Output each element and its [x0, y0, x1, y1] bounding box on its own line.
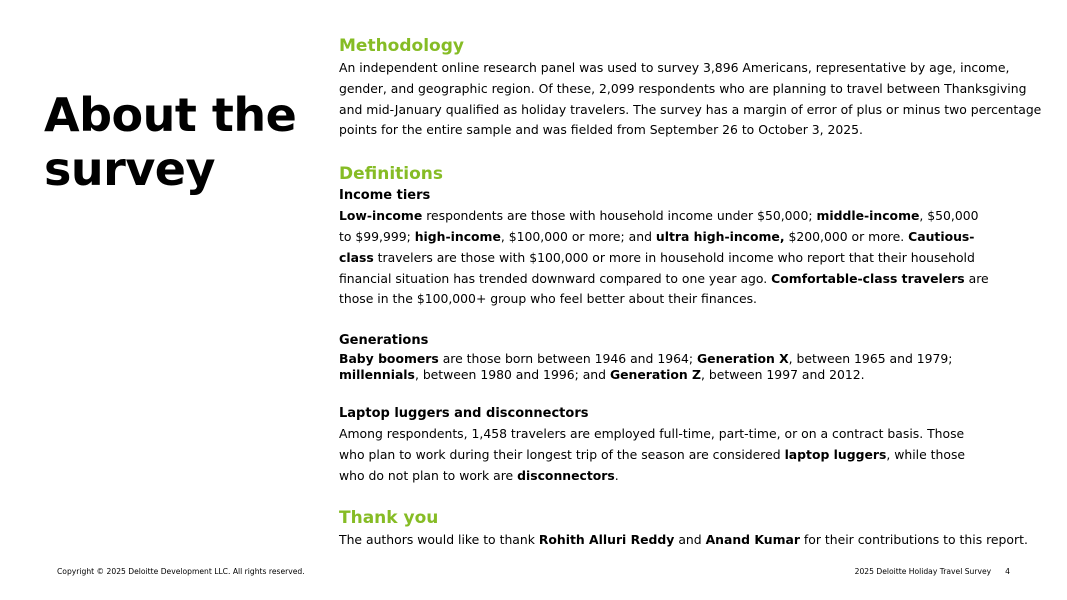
- emphasized-term: Generation Z: [609, 367, 702, 383]
- text-run: travelers are those with $100,000 or more in household income who report that their household financial situation has trended downward compared to one year ago.: [339, 249, 975, 286]
- copyright-notice: Copyright © 2025 Deloitte Development LLC. All rights reserved.: [57, 567, 305, 576]
- text-run: $200,000 or more.: [784, 228, 909, 244]
- text-run: Among respondents, 1,458 travelers are employed full-time, part-time, or on a contract basis. Those who plan to work during their longest trip of the season are considered: [339, 426, 965, 462]
- text-run: , $50,000 to $99,999;: [339, 208, 979, 244]
- page-number: 4: [1005, 567, 1010, 576]
- text-run: and: [674, 531, 706, 547]
- emphasized-term: Comfortable-class travelers: [771, 270, 965, 286]
- text-run: are those born between 1946 and 1964;: [438, 351, 697, 367]
- emphasized-term: Cautious-class: [339, 228, 975, 265]
- methodology-heading: Methodology: [339, 36, 464, 56]
- emphasized-term: Baby boomers: [339, 351, 439, 367]
- text-run: for their contributions to this report.: [799, 531, 1028, 547]
- income-tiers-heading: Income tiers: [339, 188, 431, 204]
- survey-content: [339, 34, 1044, 550]
- footer-right: [855, 567, 1010, 577]
- text-run: , between 1965 and 1979;: [788, 351, 953, 367]
- laptop-luggers-text: [339, 424, 989, 486]
- generations-heading: Generations: [339, 333, 429, 349]
- text-run: The authors would like to thank: [339, 531, 539, 547]
- thank-you-text: [339, 530, 1044, 551]
- text-run: , while those who do not plan to work are: [339, 446, 966, 483]
- emphasized-term: ultra high-income,: [655, 228, 785, 244]
- income-tiers-text: [339, 206, 989, 310]
- emphasized-term: laptop luggers: [784, 446, 887, 462]
- emphasized-term: Anand Kumar: [705, 531, 800, 547]
- emphasized-term: disconnectors: [517, 467, 615, 483]
- text-run: .: [614, 467, 619, 483]
- definitions-heading: Definitions: [339, 164, 444, 185]
- thank-you-heading: Thank you: [339, 507, 439, 528]
- text-run: are those in the $100,000+ group who feel better about their finances.: [339, 270, 989, 307]
- report-name: 2025 Deloitte Holiday Travel Survey: [854, 567, 992, 576]
- laptop-luggers-heading: Laptop luggers and disconnectors: [339, 406, 589, 422]
- emphasized-term: middle-income: [816, 208, 920, 224]
- emphasized-term: Rohith Alluri Reddy: [538, 531, 675, 547]
- generations-text: [339, 351, 979, 383]
- text-run: , between 1980 and 1996; and: [414, 367, 610, 383]
- emphasized-term: Low-income: [339, 208, 423, 224]
- text-run: , between 1997 and 2012.: [701, 367, 865, 383]
- methodology-text: An independent online research panel was used to survey 3,896 Americans, representative by age, income, gender, and geographic region. Of these, 2,099 respondents who are planning to travel between Thanksgiving and mid-January qualified as holiday travelers. The survey has a margin of error of plus or minus two percentage points for the entire sample and was fielded from September 26 to October 3, 2025.: [339, 60, 1042, 138]
- page-title: About the survey: [44, 88, 297, 196]
- emphasized-term: millennials: [339, 367, 415, 383]
- emphasized-term: Generation X: [697, 351, 789, 367]
- text-run: respondents are those with household income under $50,000;: [422, 208, 817, 224]
- text-run: , $100,000 or more; and: [500, 228, 656, 244]
- emphasized-term: high-income: [414, 228, 501, 244]
